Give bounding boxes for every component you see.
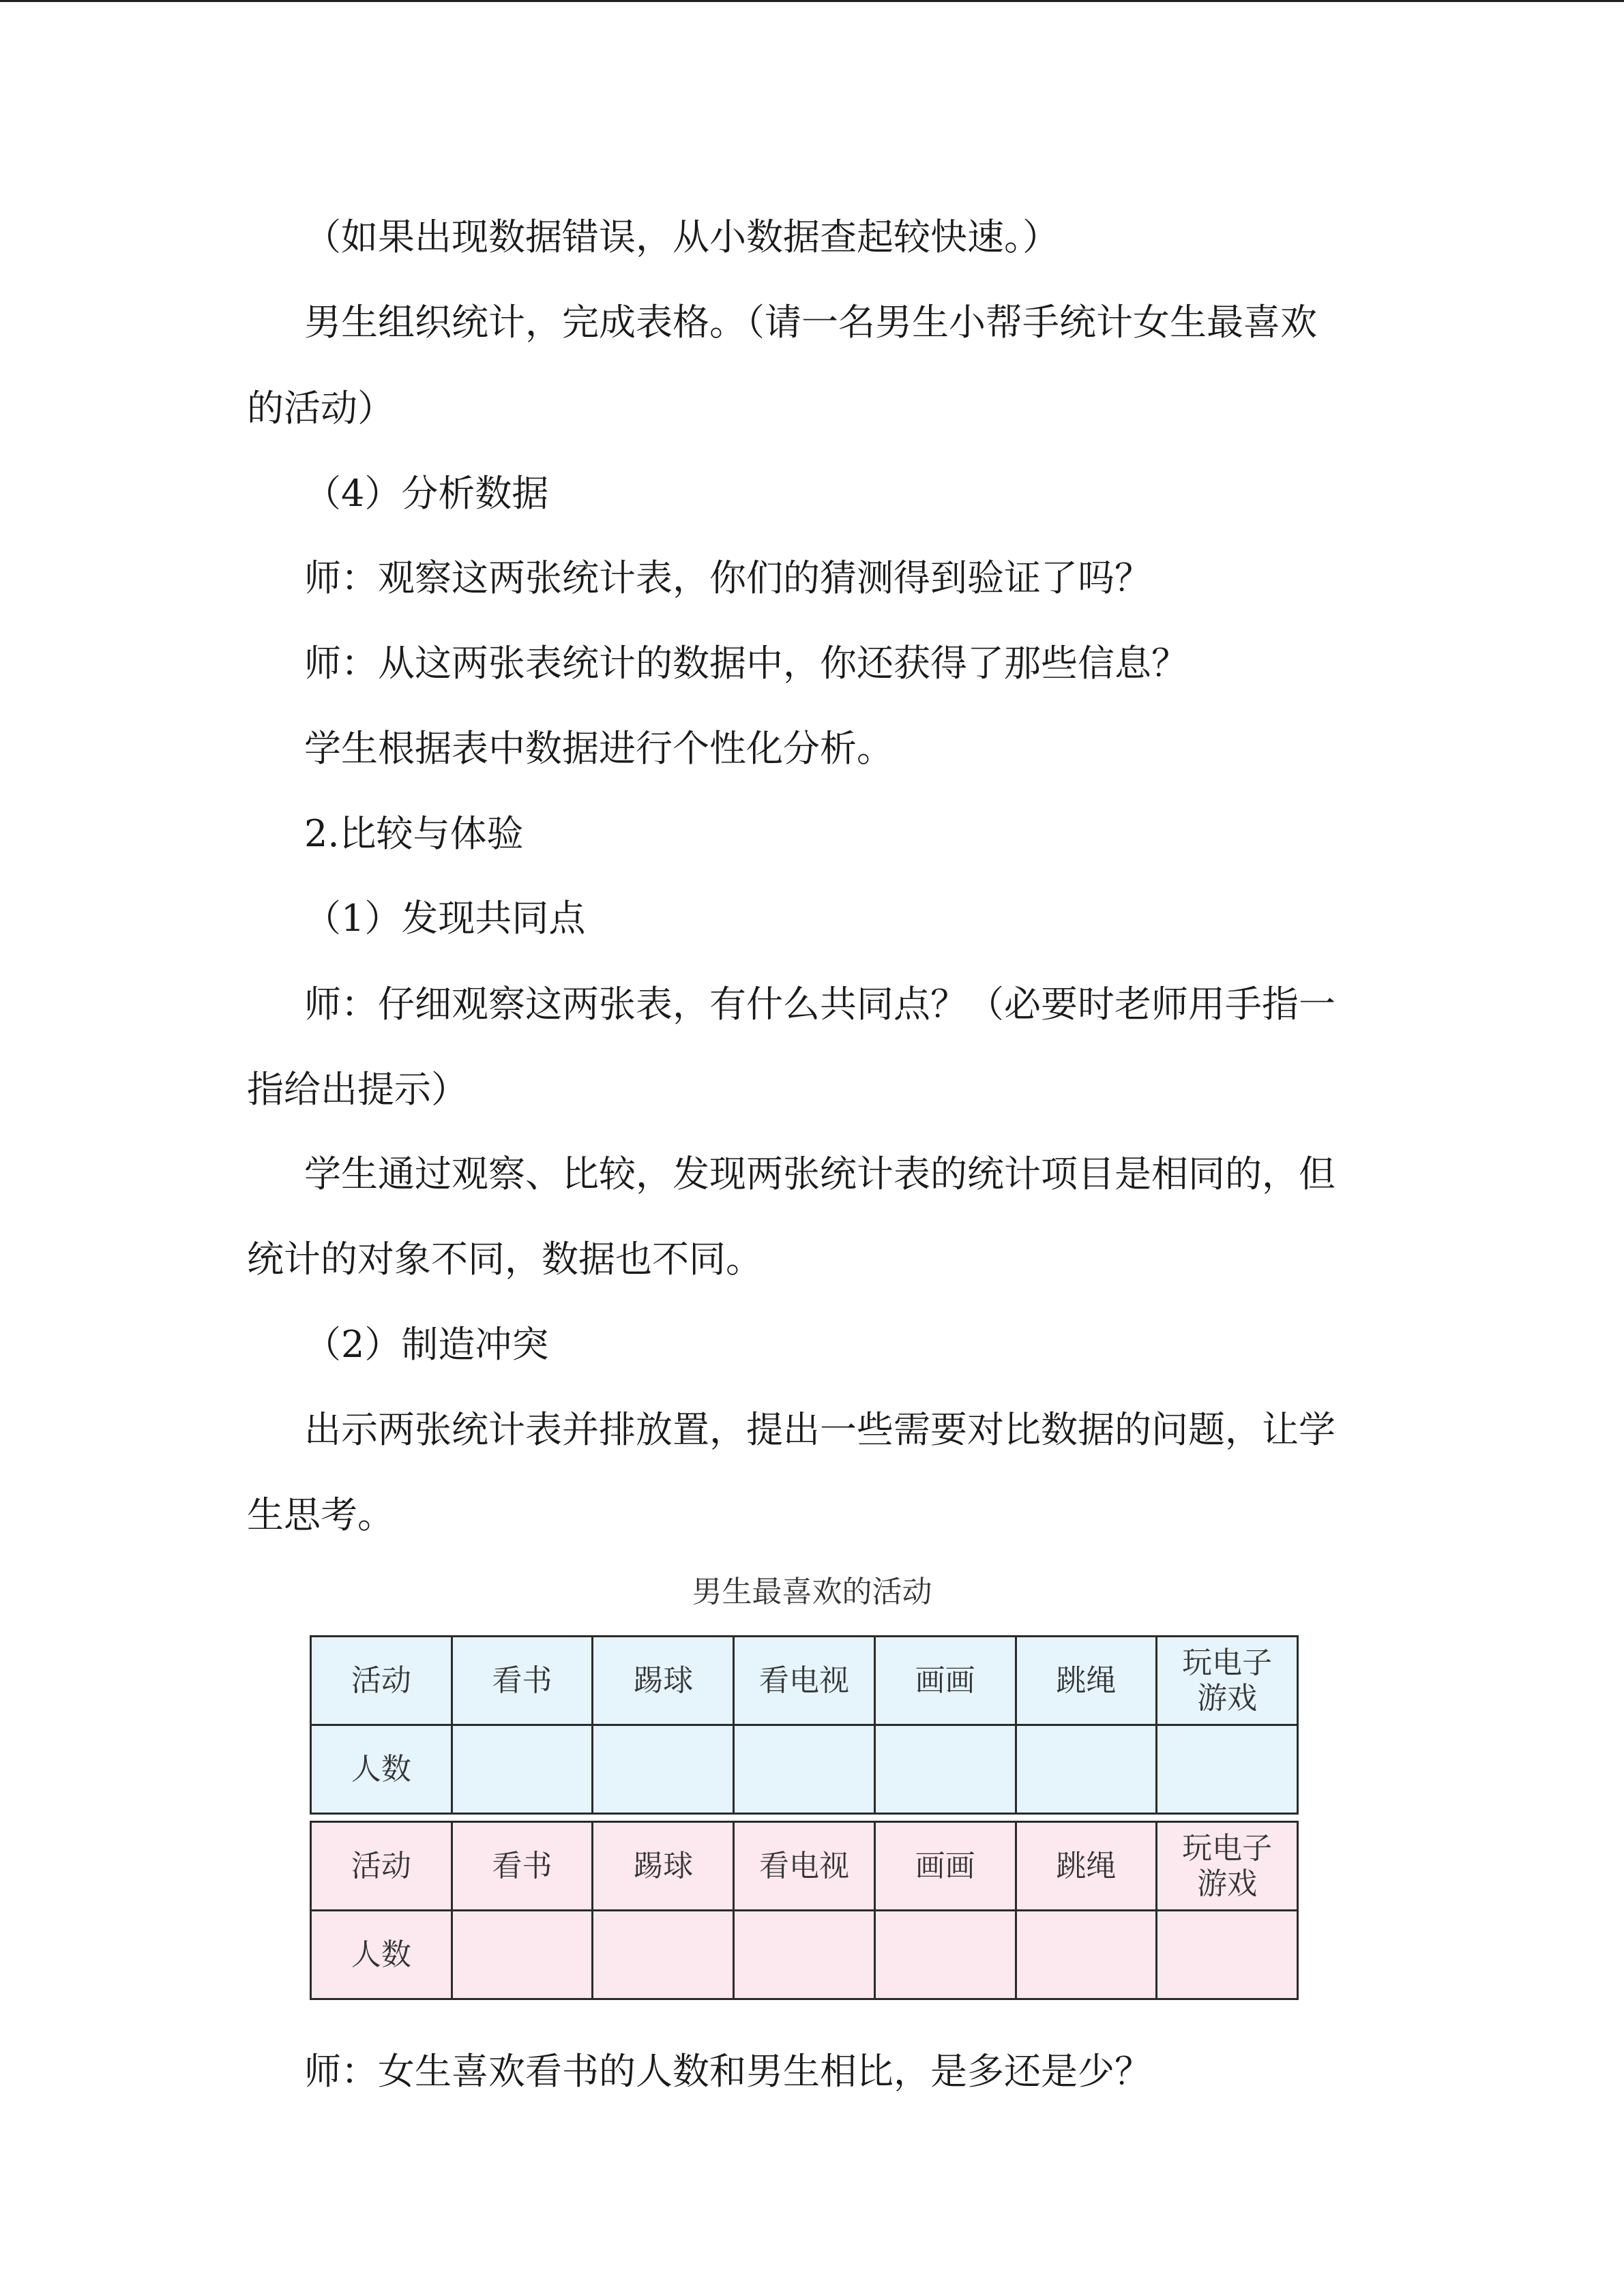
table-cell	[452, 1725, 593, 1814]
table-cell	[1157, 1911, 1298, 1999]
paragraph: （如果出现数据错误，从小数据查起较快速。）	[304, 215, 1059, 258]
paragraph: 出示两张统计表并排放置，提出一些需要对比数据的问题，让学	[304, 1408, 1335, 1451]
table-header-cell: 活动	[311, 1822, 452, 1911]
section-heading: 2.比较与体验	[304, 812, 524, 855]
paragraph: 的活动）	[247, 387, 394, 430]
page-top-border	[0, 0, 1624, 2]
table-header-cell: 画画	[874, 1822, 1016, 1911]
table-row	[311, 1911, 1298, 1999]
table-cell	[734, 1725, 875, 1814]
table-header-cell: 踢球	[593, 1822, 734, 1911]
table-row-label: 人数	[311, 1911, 452, 1999]
table-header-cell: 踢球	[593, 1637, 734, 1725]
table-cell	[452, 1911, 593, 1999]
table-row-label: 人数	[311, 1725, 452, 1814]
activity-table-boys	[310, 1635, 1299, 1815]
table-header-cell: 看电视	[734, 1637, 875, 1725]
table-cell	[874, 1911, 1016, 1999]
activity-table-girls	[310, 1821, 1299, 2000]
table-cell	[1016, 1911, 1157, 1999]
table-header-cell: 画画	[874, 1637, 1016, 1725]
table-cell	[593, 1911, 734, 1999]
table-cell	[874, 1725, 1016, 1814]
table-row	[311, 1725, 1298, 1814]
paragraph: 师：仔细观察这两张表，有什么共同点？（必要时老师用手指一	[304, 983, 1335, 1026]
figure-caption: 男生最喜欢的活动	[692, 1575, 932, 1609]
paragraph: 师：女生喜欢看书的人数和男生相比，是多还是少？	[304, 2050, 1151, 2093]
table-header-cell: 看书	[452, 1637, 593, 1725]
table-header-cell: 看电视	[734, 1822, 875, 1911]
paragraph: 男生组织统计，完成表格。（请一名男生小帮手统计女生最喜欢	[304, 301, 1317, 344]
table-header-row	[311, 1637, 1298, 1725]
table-header-cell: 跳绳	[1016, 1637, 1157, 1725]
table-cell	[1016, 1725, 1157, 1814]
paragraph: 学生根据表中数据进行个性化分析。	[304, 727, 894, 770]
table-header-cell: 跳绳	[1016, 1822, 1157, 1911]
table-cell	[734, 1911, 875, 1999]
table-cell	[1157, 1725, 1298, 1814]
paragraph: 学生通过观察、比较，发现两张统计表的统计项目是相同的，但	[304, 1152, 1335, 1195]
paragraph: 生思考。	[247, 1493, 394, 1536]
paragraph: 指给出提示）	[247, 1068, 468, 1111]
table-header-row	[311, 1822, 1298, 1911]
paragraph: 师：观察这两张统计表，你们的猜测得到验证了吗？	[304, 556, 1151, 599]
paragraph: 统计的对象不同，数据也不同。	[247, 1238, 763, 1281]
table-header-cell: 玩电子游戏	[1157, 1822, 1298, 1911]
table-header-cell: 看书	[452, 1822, 593, 1911]
section-heading: （4）分析数据	[304, 472, 549, 515]
section-heading: （1）发现共同点	[304, 897, 586, 940]
section-heading: （2）制造冲突	[304, 1323, 549, 1366]
table-header-cell: 玩电子游戏	[1157, 1637, 1298, 1725]
paragraph: 师：从这两张表统计的数据中，你还获得了那些信息？	[304, 642, 1188, 685]
table-cell	[593, 1725, 734, 1814]
table-header-cell: 活动	[311, 1637, 452, 1725]
